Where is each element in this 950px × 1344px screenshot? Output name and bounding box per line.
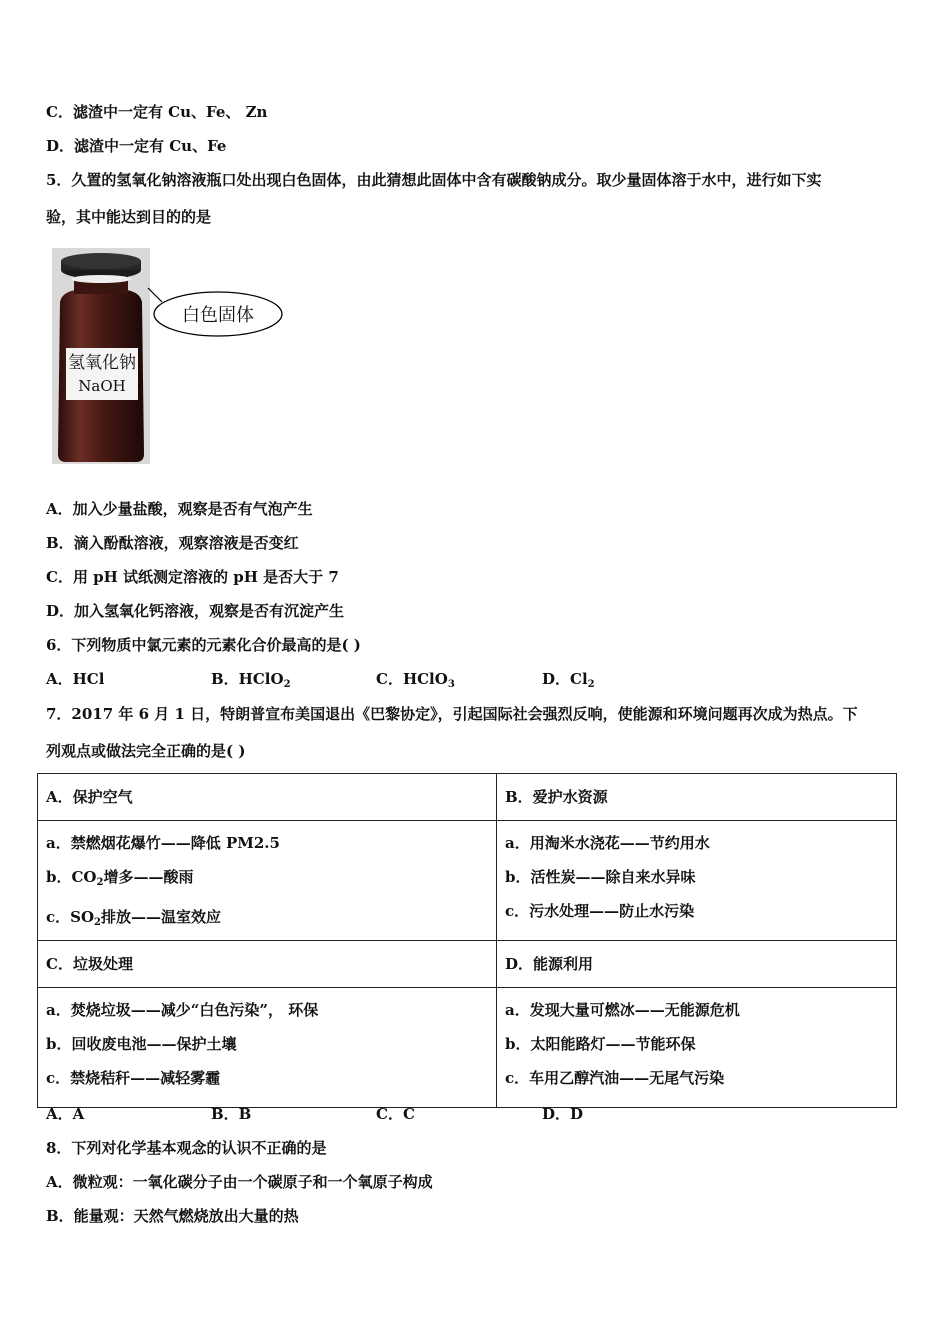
cell-b-item-3: c．污水处理——防止水污染 — [505, 902, 695, 920]
question-5-option-b: B．滴入酚酞溶液，观察溶液是否变红 — [46, 534, 299, 552]
table-head-c: C．垃圾处理 — [38, 941, 497, 988]
cell-b-item-2: b．活性炭——除自来水异味 — [505, 868, 696, 886]
question-6-option-c: C．HClO$_3$ — [376, 670, 455, 690]
question-5-option-a: A．加入少量盐酸，观察是否有气泡产生 — [46, 500, 313, 518]
bottle-label-formula: NaOH — [78, 377, 126, 395]
callout-text: 白色固体 — [182, 305, 254, 326]
question-5-option-c: C．用 pH 试纸测定溶液的 pH 是否大于 7 — [46, 568, 339, 586]
question-6-option-b: B．HClO$_2$ — [211, 670, 291, 690]
cell-b-item-1: a．用淘米水浇花——节约用水 — [505, 834, 710, 852]
question-5-option-d: D．加入氢氧化钙溶液，观察是否有沉淀产生 — [46, 602, 345, 620]
cell-a-item-3: c．$SO_2$排放——温室效应 — [46, 908, 222, 928]
table-head-a: A．保护空气 — [38, 774, 497, 821]
bottle-label-cn: 氢氧化钠 — [68, 353, 136, 373]
question-7-option-c: C．C — [376, 1105, 415, 1123]
cell-c-item-1: a．焚烧垃圾——减少“白色污染”， 环保 — [46, 1001, 319, 1019]
table-head-b: B．爱护水资源 — [497, 774, 897, 821]
question-8-option-b: B．能量观：天然气燃烧放出大量的热 — [46, 1207, 299, 1225]
question-7-option-b: B．B — [211, 1105, 252, 1123]
table-cell-a — [38, 821, 497, 941]
question-7-table — [37, 773, 897, 1108]
option-d-residue: D．滤渣中一定有 Cu、Fe — [46, 137, 227, 155]
cell-c-item-3: c．禁烧秸秆——减轻雾霾 — [46, 1069, 221, 1087]
question-8-option-a: A．微粒观：一氧化碳分子由一个碳原子和一个氧原子构成 — [46, 1173, 433, 1191]
question-6-option-d: D．$Cl_2$ — [542, 670, 595, 690]
question-5-stem-line1: 5．久置的氢氧化钠溶液瓶口处出现白色固体，由此猜想此固体中含有碳酸钠成分。取少量固体溶于水中，进行如下实 — [46, 171, 822, 189]
cell-c-item-2: b．回收废电池——保护土壤 — [46, 1035, 237, 1053]
question-7-option-a: A．A — [46, 1105, 85, 1123]
question-8-stem: 8．下列对化学基本观念的认识不正确的是 — [46, 1139, 327, 1157]
cell-a-item-1: a．禁燃烟花爆竹——降低 PM2.5 — [46, 834, 280, 852]
question-7-stem-line2: 列观点或做法完全正确的是( ) — [46, 742, 246, 760]
cell-a-item-2: b．$CO_2$增多——酸雨 — [46, 868, 194, 888]
table-cell-d — [497, 988, 897, 1108]
naoh-bottle-figure — [52, 248, 288, 464]
table-cell-c — [38, 988, 497, 1108]
question-7-stem-line1: 7．2017 年 6 月 1 日，特朗普宣布美国退出《巴黎协定》，引起国际社会强烈反响，使能源和环境问题再次成为热点。下 — [46, 705, 858, 723]
table-cell-b — [497, 821, 897, 941]
option-c-residue: C．滤渣中一定有 Cu、Fe、 Zn — [46, 103, 268, 121]
reagent-bottle-illustration — [52, 248, 288, 464]
question-6-stem: 6．下列物质中氯元素的元素化合价最高的是( ) — [46, 636, 361, 654]
cell-d-item-3: c．车用乙醇汽油——无尾气污染 — [505, 1069, 725, 1087]
question-7-option-d: D．D — [542, 1105, 584, 1123]
question-5-stem-line2: 验，其中能达到目的的是 — [46, 208, 212, 226]
cell-d-item-2: b．太阳能路灯——节能环保 — [505, 1035, 696, 1053]
table-head-d: D．能源利用 — [497, 941, 897, 988]
cell-d-item-1: a．发现大量可燃冰——无能源危机 — [505, 1001, 740, 1019]
question-6-option-a: A．HCl — [46, 670, 105, 688]
